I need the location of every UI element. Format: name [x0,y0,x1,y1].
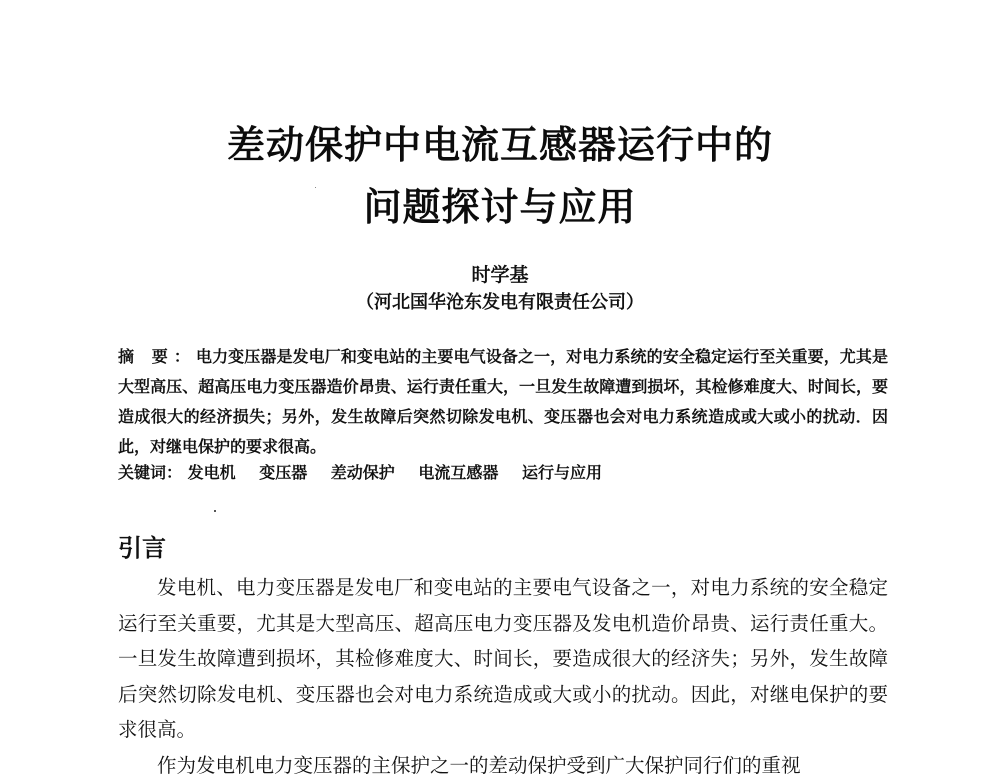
keyword-item: 运行与应用 [522,463,602,482]
paper-title-line-2: 问题探讨与应用 [0,176,1000,231]
abstract-text: 电力变压器是发电厂和变电站的主要电气设备之一，对电力系统的安全稳定运行至关重要，尤其是大型高压、超高压电力变压器造价昂贵、运行责任重大，一旦发生故障遭到损坏，其检修难度大、时间长，要造成很大的经济损失；另外，发生故障后突然切除发电机、变压器也会对电力系统造成或大或小的扰动．因此，对继电保护的要求很高。 [118,347,888,456]
paper-title-line-1: 差动保护中电流互感器运行中的 [0,114,1000,169]
keywords-label: 关键词： [118,463,182,482]
introduction-body [118,570,888,783]
scan-speck [315,187,316,188]
abstract [118,342,888,462]
keywords [118,460,888,483]
author-affiliation: （河北国华沧东发电有限责任公司） [0,288,1000,314]
keyword-item: 差动保护 [331,463,395,482]
keyword-item: 变压器 [259,463,307,482]
author-name: 时学基 [0,260,1000,287]
body-paragraph: 发电机、电力变压器是发电厂和变电站的主要电气设备之一，对电力系统的安全稳定运行至关重要，尤其是大型高压、超高压电力变压器及发电机造价昂贵、运行责任重大。一旦发生故障遭到损坏，其检修难度大、时间长，要造成很大的经济失；另外，发生故障后突然切除发电机、变压器也会对电力系统造成或大或小的扰动。因此，对继电保护的要求很高。 [118,570,888,748]
keyword-item: 发电机 [188,463,236,482]
section-heading-introduction: 引言 [118,528,166,563]
abstract-label: 摘 要： [118,347,196,366]
keyword-item: 电流互感器 [418,463,498,482]
body-paragraph: 作为发电机电力变压器的主保护之一的差动保护受到广大保护同行们的重视 [118,748,888,783]
scan-speck [214,510,216,512]
